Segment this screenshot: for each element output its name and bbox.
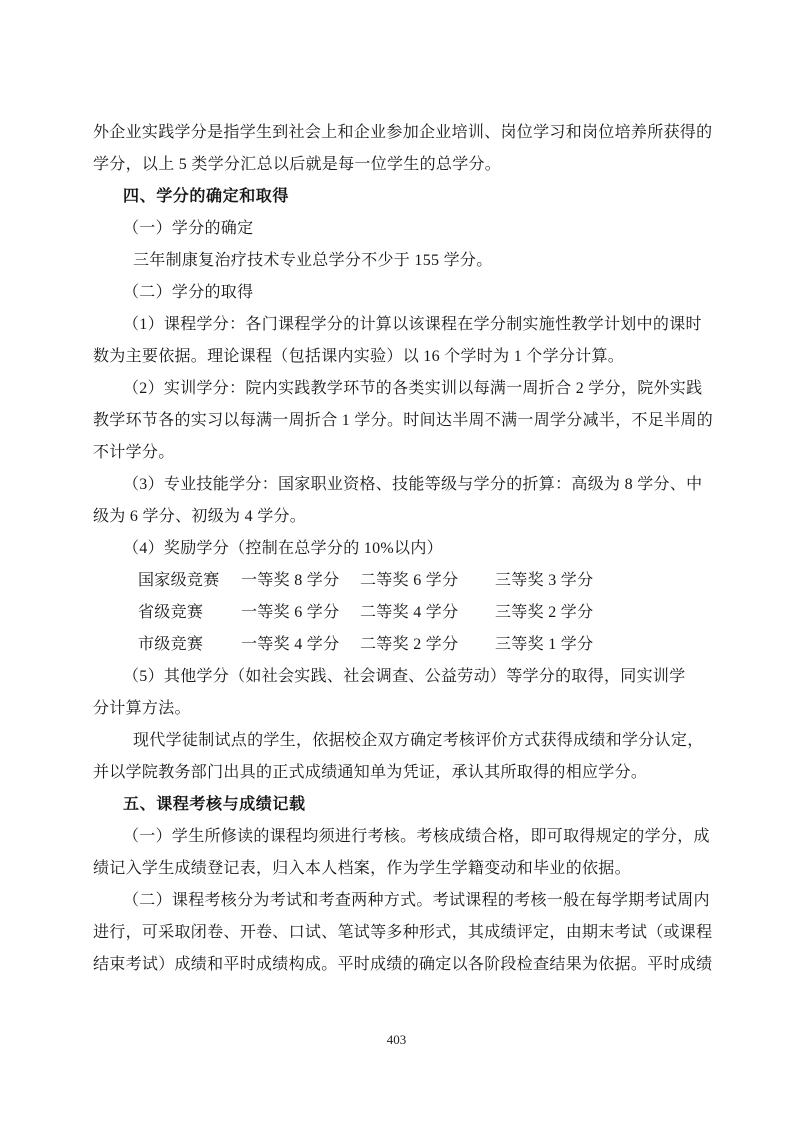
award-table-row [93, 565, 709, 597]
paragraph-line: （2）实训学分：院内实践教学环节的各类实训以每满一周折合 2 学分，院外实践 [123, 380, 703, 397]
document-body [93, 117, 714, 981]
paragraph-line: 绩记入学生成绩登记表，归入本人档案，作为学生学籍变动和毕业的依据。 [93, 860, 631, 877]
section-heading-credits: 四、学分的确定和取得 [123, 188, 290, 205]
paragraph-line: 分计算方法。 [93, 700, 191, 717]
award-third-prize: 三等奖 1 学分 [495, 636, 594, 653]
subsection-heading: （一）学分的确定 [123, 220, 254, 237]
award-third-prize: 三等奖 3 学分 [495, 572, 594, 589]
award-third-prize: 三等奖 2 学分 [495, 604, 594, 621]
award-level: 市级竞赛 [138, 636, 204, 653]
paragraph-line: （二）课程考核分为考试和考查两种方式。考试课程的考核一般在每学期考试周内 [123, 892, 710, 909]
paragraph-line: 学分，以上 5 类学分汇总以后就是每一位学生的总学分。 [93, 156, 502, 173]
paragraph-line: （4）奖励学分（控制在总学分的 10%以内） [123, 540, 443, 557]
award-first-prize: 一等奖 8 学分 [241, 572, 340, 589]
paragraph-line: （1）课程学分：各门课程学分的计算以该课程在学分制实施性教学计划中的课时 [123, 316, 702, 333]
paragraph-line: 外企业实践学分是指学生到社会上和企业参加企业培训、岗位学习和岗位培养所获得的 [93, 124, 713, 141]
paragraph-line: 数为主要依据。理论课程（包括课内实验）以 16 个学时为 1 个学分计算。 [93, 348, 625, 365]
award-second-prize: 二等奖 4 学分 [360, 604, 459, 621]
paragraph-line: （3）专业技能学分：国家职业资格、技能等级与学分的折算：高级为 8 学分、中 [123, 476, 703, 493]
award-table-row [93, 629, 709, 661]
paragraph-line: （5）其他学分（如社会实践、社会调查、公益劳动）等学分的取得，同实训学 [123, 668, 686, 685]
award-second-prize: 二等奖 2 学分 [360, 636, 459, 653]
subsection-heading: （二）学分的取得 [123, 284, 254, 301]
award-first-prize: 一等奖 6 学分 [241, 604, 340, 621]
paragraph-line: 级为 6 学分、初级为 4 学分。 [93, 508, 307, 525]
paragraph-line: 现代学徒制试点的学生，依据校企双方确定考核评价方式获得成绩和学分认定， [133, 732, 704, 749]
award-first-prize: 一等奖 4 学分 [241, 636, 340, 653]
paragraph-line: （一）学生所修读的课程均须进行考核。考核成绩合格，即可取得规定的学分，成 [123, 828, 710, 845]
paragraph-line: 不计学分。 [93, 444, 175, 461]
paragraph-line: 结束考试）成绩和平时成绩构成。平时成绩的确定以各阶段检查结果为依据。平时成绩 [93, 956, 713, 973]
paragraph-line: 并以学院教务部门出具的正式成绩通知单为凭证，承认其所取得的相应学分。 [93, 764, 648, 781]
paragraph-line: 进行，可采取闭卷、开卷、口试、笔试等多种形式，其成绩评定，由期末考试（或课程 [93, 924, 713, 941]
paragraph-line: 教学环节各的实习以每满一周折合 1 学分。时间达半周不满一周学分减半，不足半周的 [93, 412, 714, 429]
paragraph-line: 三年制康复治疗技术专业总学分不少于 155 学分。 [133, 252, 493, 269]
award-level: 省级竞赛 [138, 604, 204, 621]
award-second-prize: 二等奖 6 学分 [360, 572, 459, 589]
award-table-row [93, 597, 709, 629]
award-level: 国家级竞赛 [138, 572, 220, 589]
section-heading-assessment: 五、课程考核与成绩记载 [123, 796, 306, 813]
page-number: 403 [386, 1032, 407, 1047]
